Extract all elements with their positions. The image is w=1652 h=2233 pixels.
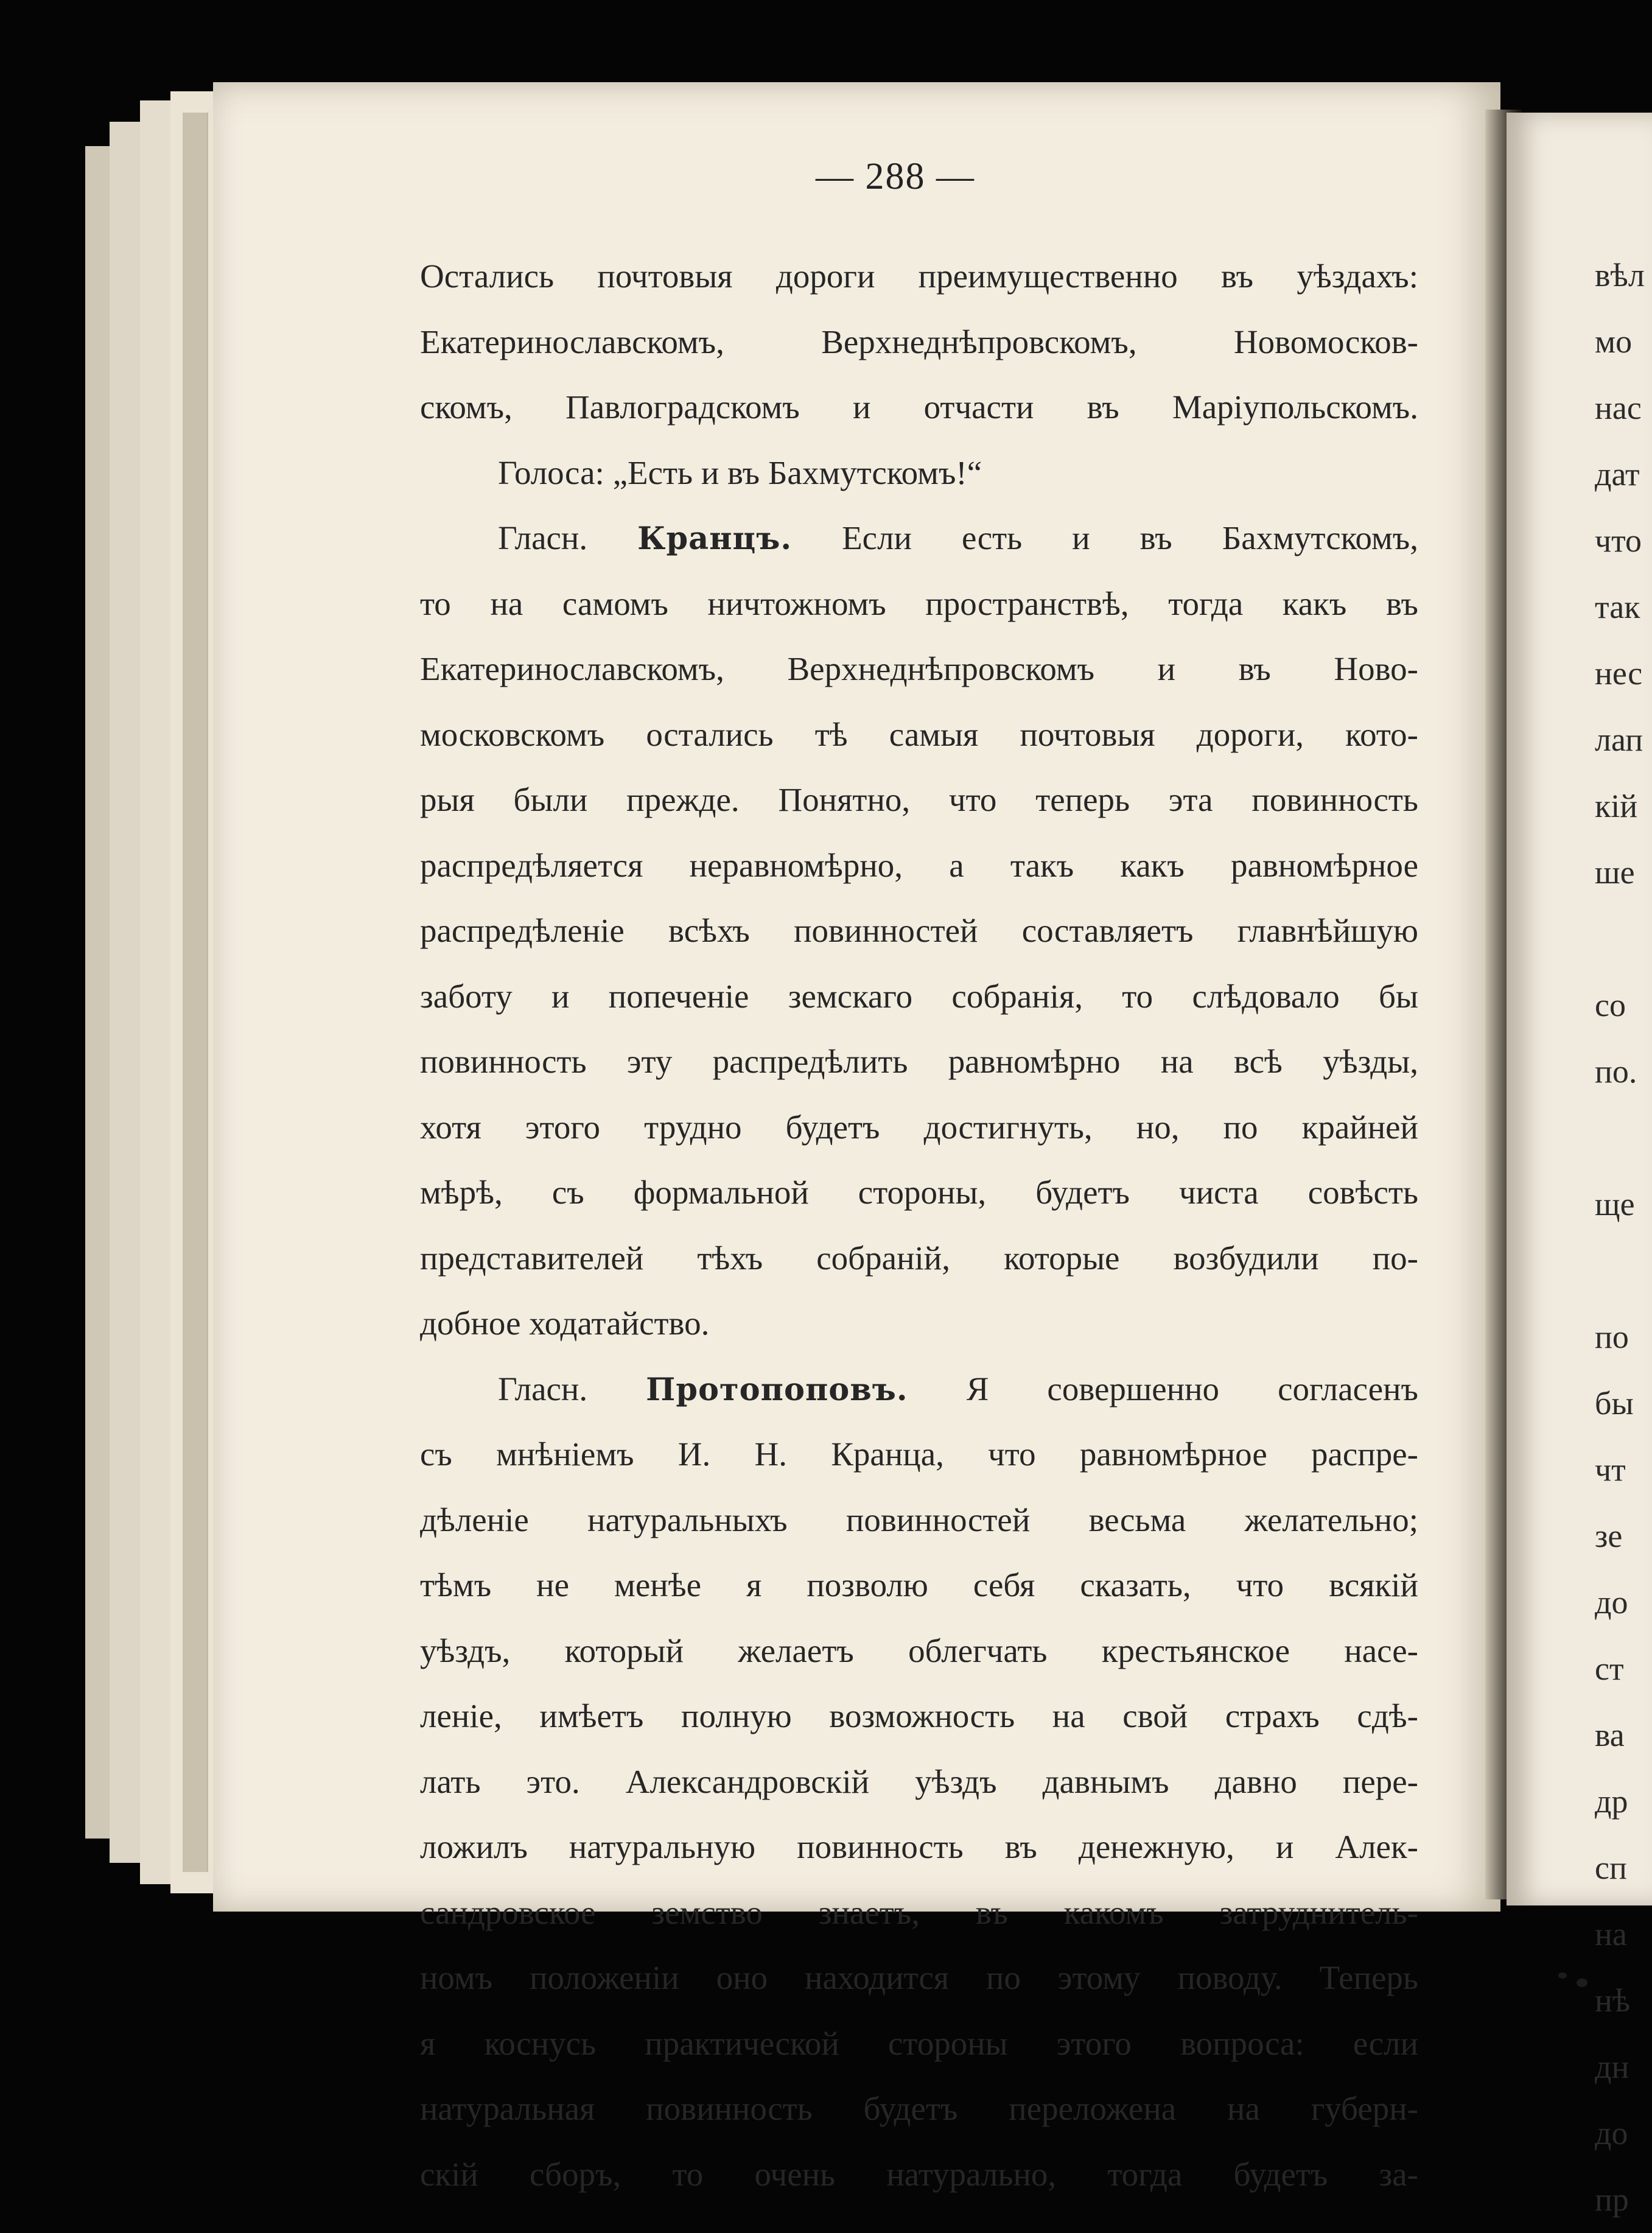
page-edge-shadow: [183, 113, 208, 1872]
right-page-fragment: со: [1595, 987, 1626, 1023]
right-page-fragment: [1595, 1105, 1652, 1171]
text-line: [420, 1095, 1418, 1160]
text-line: [420, 1356, 1418, 1422]
page-number: — 288 —: [816, 156, 975, 197]
dust-mark: [1558, 1972, 1567, 1979]
right-page-fragment: сп: [1595, 1849, 1627, 1886]
right-page-fragment: дат: [1595, 456, 1640, 493]
line-text: распредѣленіе всѣхъ повинностей составляетъ главнѣйшую: [420, 912, 1418, 949]
text-line: [420, 767, 1418, 833]
line-text: Екатеринославскомъ, Верхнеднѣпровскомъ, Новомосков-: [420, 323, 1418, 360]
right-page-fragment: до: [1595, 1584, 1628, 1621]
text-line: [420, 2142, 1418, 2207]
right-page-fragment: так: [1595, 589, 1640, 625]
dust-mark: [1577, 1979, 1587, 1987]
line-text: скій сборъ, то очень натурально, тогда будетъ за-: [420, 2155, 1418, 2193]
text-line: [420, 1291, 1418, 1356]
right-page-fragment: вѣл: [1595, 257, 1645, 293]
right-page-fragment: [1595, 1238, 1652, 1304]
line-text: скомъ, Павлоградскомъ и отчасти въ Маріупольскомъ.: [420, 388, 1418, 426]
line-text: Голоса: „Есть и въ Бахмутскомъ!“: [498, 454, 982, 491]
right-page-fragment: нас: [1595, 390, 1642, 426]
right-page-fragment: нѣ: [1595, 1982, 1631, 2019]
body-text: [420, 244, 1418, 2207]
line-text: тѣмъ не менѣе я позволю себя сказать, что всякій: [420, 1566, 1418, 1604]
right-page-fragment: [1595, 906, 1652, 972]
right-page-fragment: зе: [1595, 1518, 1623, 1554]
line-text: номъ положеніи оно находится по этому поводу. Теперь: [420, 1959, 1418, 1996]
right-page-text: [1595, 242, 1652, 2233]
text-line: [420, 440, 1418, 506]
text-line: [420, 1160, 1418, 1225]
line-text: Остались почтовыя дороги преимущественно въ уѣздахъ:: [420, 258, 1418, 295]
right-page-fragment: нес: [1595, 655, 1643, 692]
text-line: [420, 1683, 1418, 1749]
line-text: то на самомъ ничтожномъ пространствѣ, тогда какъ въ: [420, 584, 1418, 622]
line-text: лать это. Александровскій уѣздъ давнымъ давно пере-: [420, 1762, 1418, 1800]
line-text: Гласн.: [498, 1370, 646, 1407]
right-page-fragment: что: [1595, 522, 1642, 559]
right-page-fragment: чт: [1595, 1451, 1626, 1488]
line-text: добное ходатайство.: [420, 1305, 710, 1342]
text-line: [420, 964, 1418, 1029]
text-line: [420, 1552, 1418, 1618]
text-line: [420, 309, 1418, 375]
text-line: [420, 898, 1418, 964]
line-text: Гласн.: [498, 519, 638, 556]
line-text: московскомъ остались тѣ самыя почтовыя дороги, кото-: [420, 715, 1418, 753]
line-text: леніе, имѣетъ полную возможность на свой страхъ сдѣ-: [420, 1697, 1418, 1734]
line-text: натуральная повинность будетъ переложена на губерн-: [420, 2090, 1418, 2127]
right-page-fragment: ст: [1595, 1650, 1624, 1687]
right-page-fragment: бы: [1595, 1385, 1634, 1421]
text-line: [420, 1225, 1418, 1291]
line-text: мѣрѣ, съ формальной стороны, будетъ чиста совѣсть: [420, 1174, 1418, 1211]
line-text: Я совершенно согласенъ: [908, 1370, 1418, 1407]
line-text: уѣздъ, который желаетъ облегчать крестьянское насе-: [420, 1632, 1418, 1669]
right-page-fragment: по.: [1595, 1053, 1637, 1090]
line-text: сандровское земство знаетъ, въ какомъ затруднитель-: [420, 1893, 1418, 1931]
speaker-name: Кранцъ.: [637, 521, 793, 557]
text-line: [420, 1029, 1418, 1095]
text-line: [420, 1945, 1418, 2011]
line-text: съ мнѣніемъ И. Н. Кранца, что равномѣрное распре-: [420, 1436, 1418, 1473]
line-text: дѣленіе натуральныхъ повинностей весьма желательно;: [420, 1501, 1418, 1538]
right-page-fragment: мо: [1595, 323, 1633, 360]
line-text: распредѣляется неравномѣрно, а такъ какъ равномѣрное: [420, 846, 1418, 884]
text-line: [420, 571, 1418, 637]
line-text: представителей тѣхъ собраній, которые возбудили по-: [420, 1239, 1418, 1277]
text-line: [420, 1814, 1418, 1880]
right-page-fragment: на: [1595, 1916, 1627, 1952]
text-line: [420, 636, 1418, 702]
line-text: рыя были прежде. Понятно, что теперь эта повинность: [420, 781, 1418, 818]
text-line: [420, 374, 1418, 440]
line-text: я коснусь практической стороны этого вопроса: если: [420, 2024, 1418, 2062]
right-page-fragment: ше: [1595, 854, 1635, 891]
text-line: [420, 2011, 1418, 2077]
text-line: [420, 1421, 1418, 1487]
right-page-fragment: дн: [1595, 2049, 1629, 2085]
right-page-fragment: по: [1595, 1319, 1629, 1355]
text-line: [420, 1749, 1418, 1815]
line-text: хотя этого трудно будетъ достигнуть, но, по крайней: [420, 1108, 1418, 1146]
text-line: [420, 702, 1418, 768]
line-text: Если есть и въ Бахмутскомъ,: [792, 519, 1418, 556]
text-line: [420, 244, 1418, 309]
text-line: [420, 505, 1418, 571]
right-page-fragment: до: [1595, 2115, 1628, 2151]
line-text: повинность эту распредѣлить равномѣрно на всѣ уѣзды,: [420, 1043, 1418, 1080]
right-page-fragment: пр: [1595, 2181, 1629, 2218]
line-text: Екатеринославскомъ, Верхнеднѣпровскомъ и въ Ново-: [420, 650, 1418, 687]
text-line: [420, 2076, 1418, 2142]
text-line: [420, 1618, 1418, 1684]
right-page-fragment: ва: [1595, 1717, 1625, 1753]
line-text: заботу и попеченіе земскаго собранія, то слѣдовало бы: [420, 977, 1418, 1015]
line-text: ложилъ натуральную повинность въ денежную, и Алек-: [420, 1828, 1418, 1865]
text-line: [420, 1487, 1418, 1553]
text-line: [420, 1880, 1418, 1946]
right-page-fragment: лап: [1595, 721, 1643, 758]
speaker-name: Протопоповъ.: [646, 1371, 908, 1408]
right-page-fragment: ще: [1595, 1186, 1635, 1222]
text-line: [420, 833, 1418, 899]
right-page-fragment: кій: [1595, 788, 1638, 824]
right-page-fragment: др: [1595, 1783, 1628, 1820]
